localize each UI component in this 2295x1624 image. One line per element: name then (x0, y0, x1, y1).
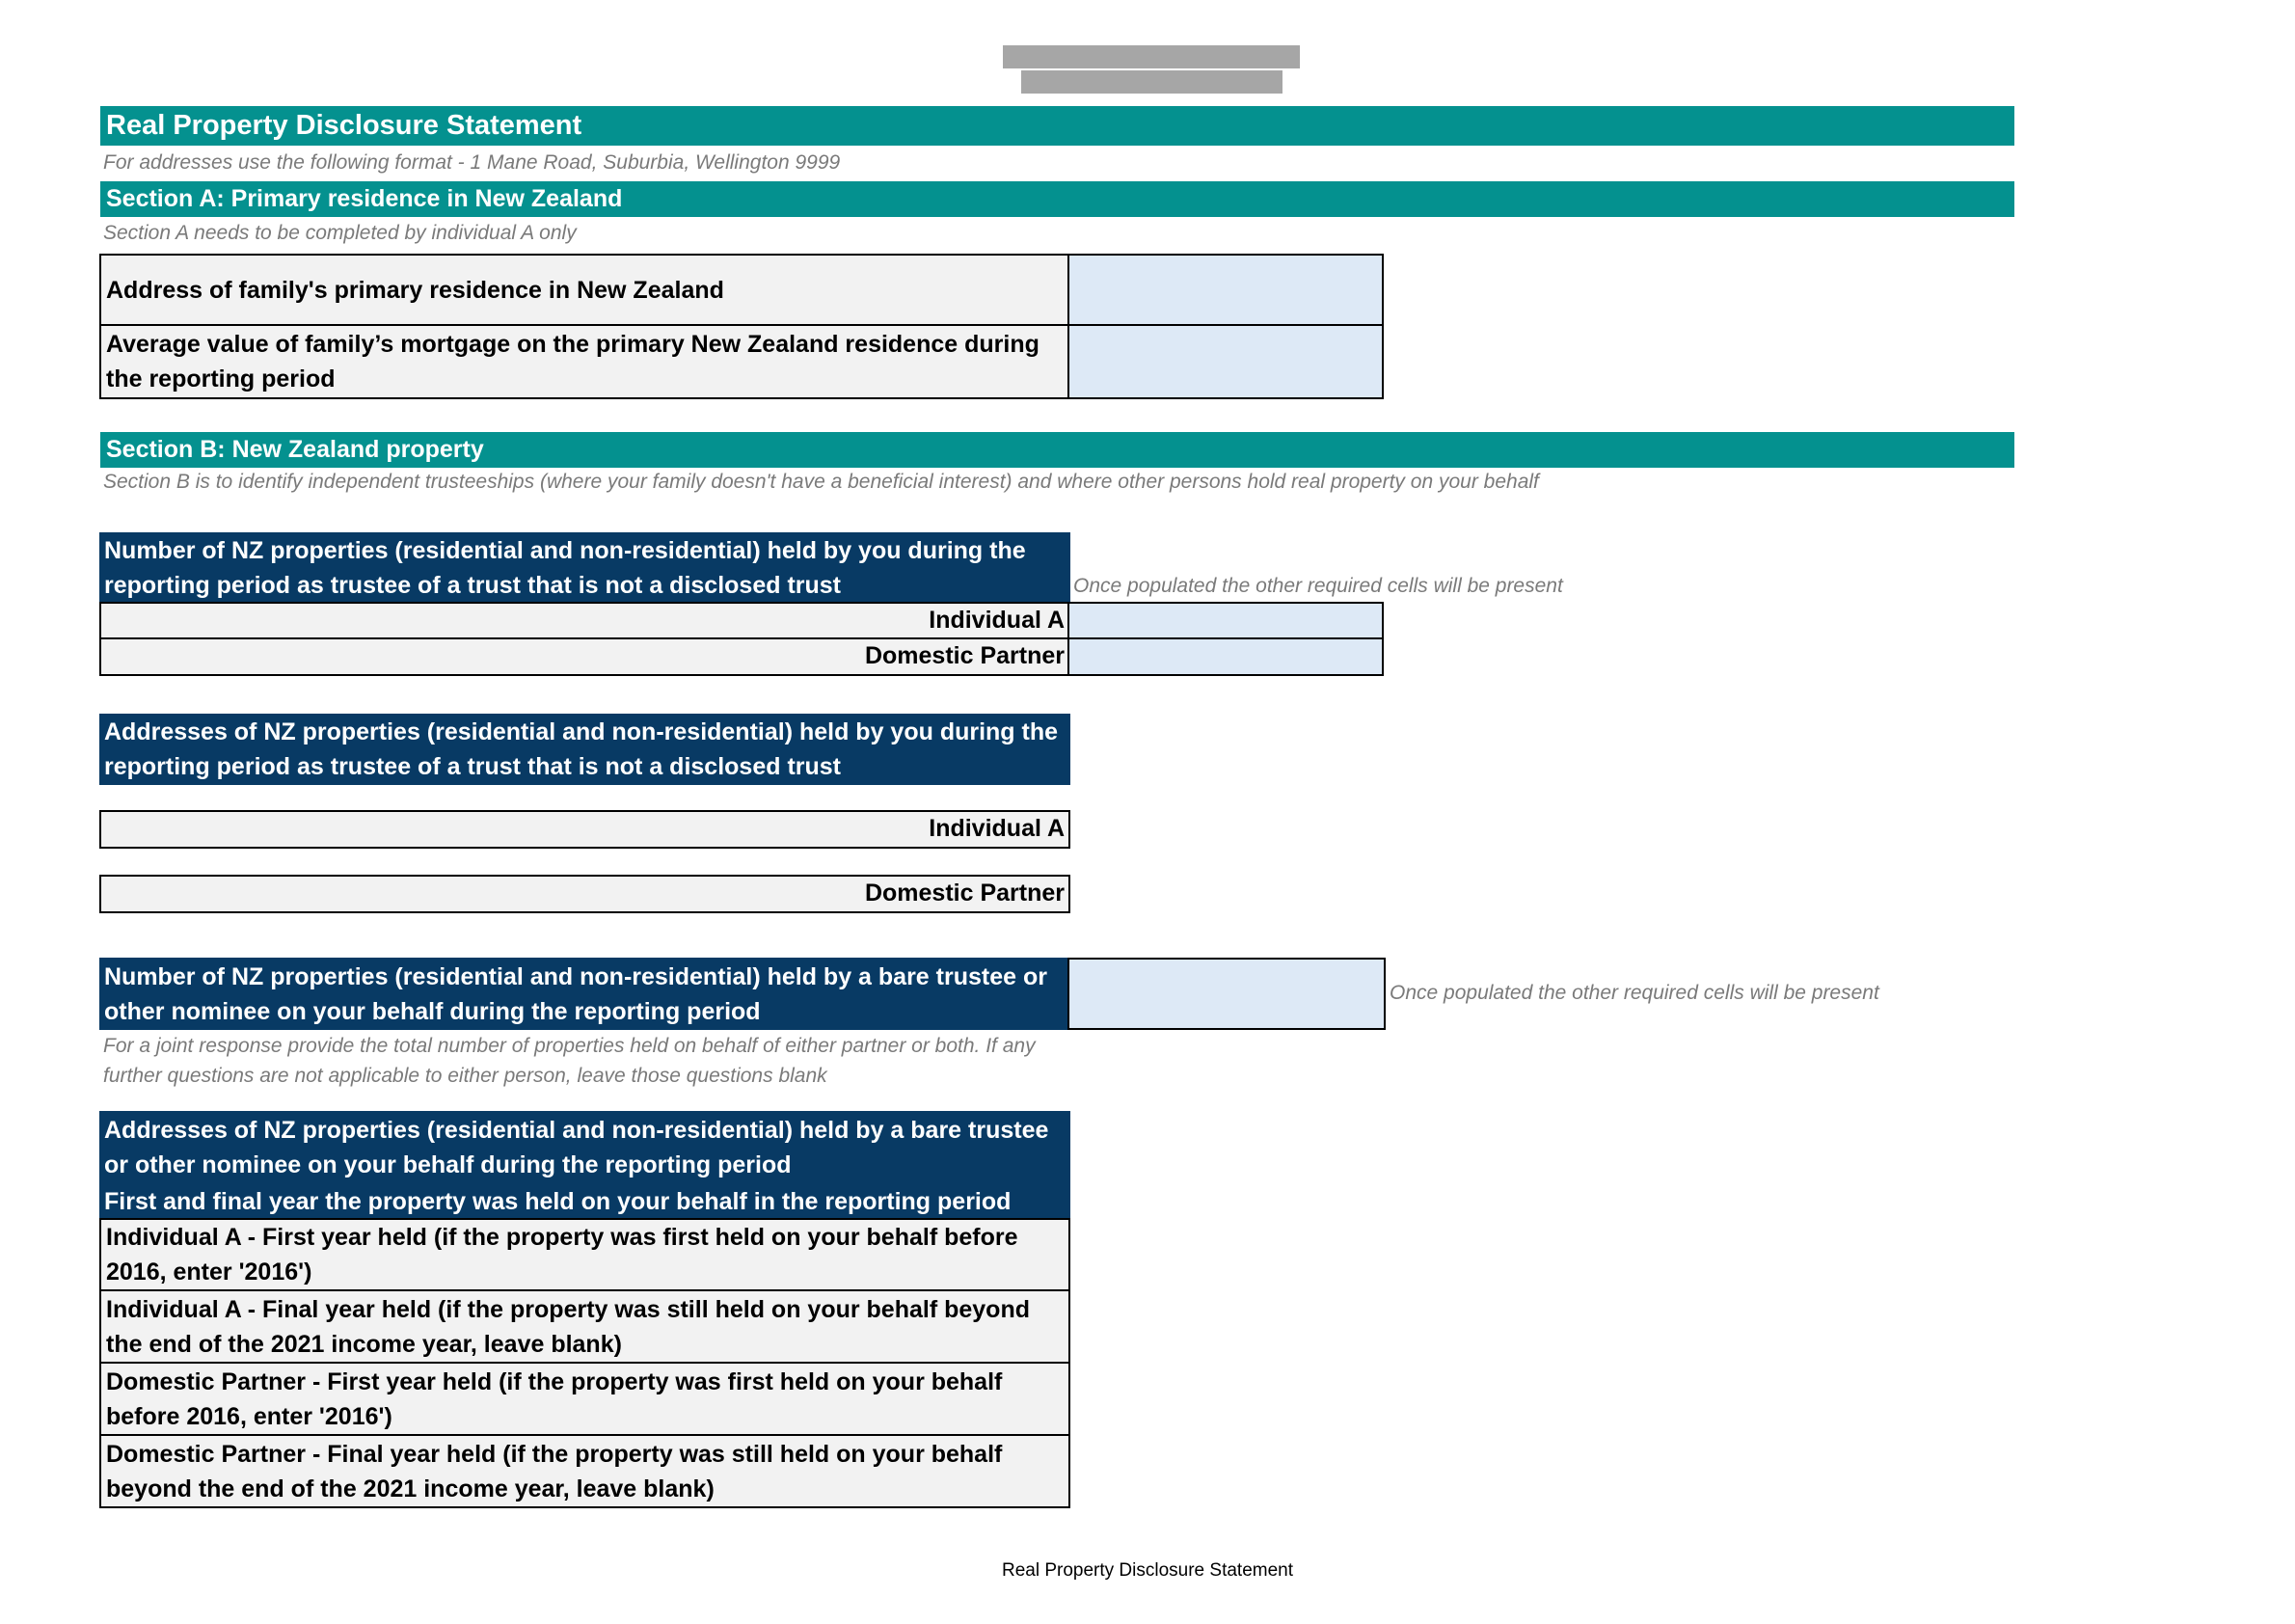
domestic-partner-final-year-label (99, 1434, 1070, 1508)
bare-trustee-years-heading (99, 1183, 1070, 1220)
trustee-addresses-heading (99, 714, 1070, 785)
trustee-count-individual-a-label: Individual A (99, 602, 1070, 640)
page-footer: Real Property Disclosure Statement (1001, 1560, 1293, 1581)
bare-trustee-count-note: For a joint response provide the total number of properties held on behalf of either partner or both. If any further questions are not applicable to either person, leave those questions blank (103, 1035, 1036, 1087)
individual-a-first-year-text: Individual A - First year held (if the property was first held on your behalf before 2016, enter '2016') (106, 1224, 1018, 1286)
section-a-heading-text: Section A: Primary residence in New Zealand (106, 185, 623, 212)
page-title (100, 106, 2014, 146)
trustee-count-heading (99, 532, 1070, 604)
redacted-header-line-1 (1003, 45, 1300, 68)
trustee-addresses-individual-a: Individual A (99, 810, 1070, 849)
mortgage-value-label-text: Average value of family’s mortgage on the primary New Zealand residence during the reporting period (106, 331, 1040, 392)
bare-trustee-count-input[interactable] (1067, 958, 1386, 1030)
individual-a-first-year-label (99, 1218, 1070, 1291)
section-b-heading-text: Section B: New Zealand property (106, 436, 484, 463)
bare-trustee-years-heading-text: First and final year the property was held on your behalf in the reporting period (104, 1188, 1012, 1215)
domestic-partner-first-year-text: Domestic Partner - First year held (if the property was first held on your behalf before 2016, enter '2016') (106, 1367, 1003, 1430)
redacted-header-line-2 (1021, 70, 1282, 94)
domestic-partner-first-year-label (99, 1362, 1070, 1436)
individual-a-final-year-text: Individual A - Final year held (if the property was still held on your behalf beyond the end of the 2021 income year, leave blank) (106, 1295, 1030, 1358)
domestic-partner-final-year-text: Domestic Partner - Final year held (if the property was still held on your behalf beyond the end of the 2021 income year, leave blank) (106, 1440, 1003, 1502)
bare-trustee-count-hint: Once populated the other required cells will be present (1390, 982, 1879, 1004)
section-a-heading (100, 181, 2014, 217)
page-title-text: Real Property Disclosure Statement (106, 110, 582, 141)
trustee-count-domestic-partner-input[interactable] (1067, 637, 1384, 676)
primary-residence-address-input[interactable] (1067, 254, 1384, 327)
primary-residence-address-label (99, 254, 1070, 327)
bare-trustee-addresses-heading-text: Addresses of NZ properties (residential and non-residential) held by a bare trustee or other nominee on your behalf during the reporting period (104, 1117, 1049, 1178)
bare-trustee-addresses-heading (99, 1111, 1070, 1184)
trustee-count-heading-text: Number of NZ properties (residential and non-residential) held by you during the reporting period as trustee of a trust that is not a disclosed trust (104, 537, 1026, 599)
mortgage-value-input[interactable] (1067, 324, 1384, 399)
primary-residence-address-label-text: Address of family's primary residence in New Zealand (106, 277, 724, 304)
trustee-count-hint: Once populated the other required cells will be present (1073, 575, 1563, 597)
address-format-note: For addresses use the following format - 1 Mane Road, Suburbia, Wellington 9999 (103, 151, 841, 174)
bare-trustee-count-heading-text: Number of NZ properties (residential and non-residential) held by a bare trustee or other nominee on your behalf during the reporting period (104, 962, 1047, 1025)
trustee-count-domestic-partner-label: Domestic Partner (99, 637, 1070, 676)
individual-a-final-year-label (99, 1289, 1070, 1364)
trustee-count-individual-a-input[interactable] (1067, 602, 1384, 640)
trustee-addresses-heading-text: Addresses of NZ properties (residential and non-residential) held by you during the reporting period as trustee of a trust that is not a disclosed trust (104, 718, 1059, 780)
section-b-heading (100, 432, 2014, 468)
bare-trustee-count-heading (99, 958, 1070, 1030)
trustee-addresses-domestic-partner: Domestic Partner (99, 875, 1070, 913)
section-a-note: Section A needs to be completed by individual A only (103, 222, 577, 244)
mortgage-value-label (99, 324, 1070, 399)
section-b-note: Section B is to identify independent trusteeships (where your family doesn't have a beneficial interest) and where other persons hold real property on your behalf (103, 471, 1539, 493)
